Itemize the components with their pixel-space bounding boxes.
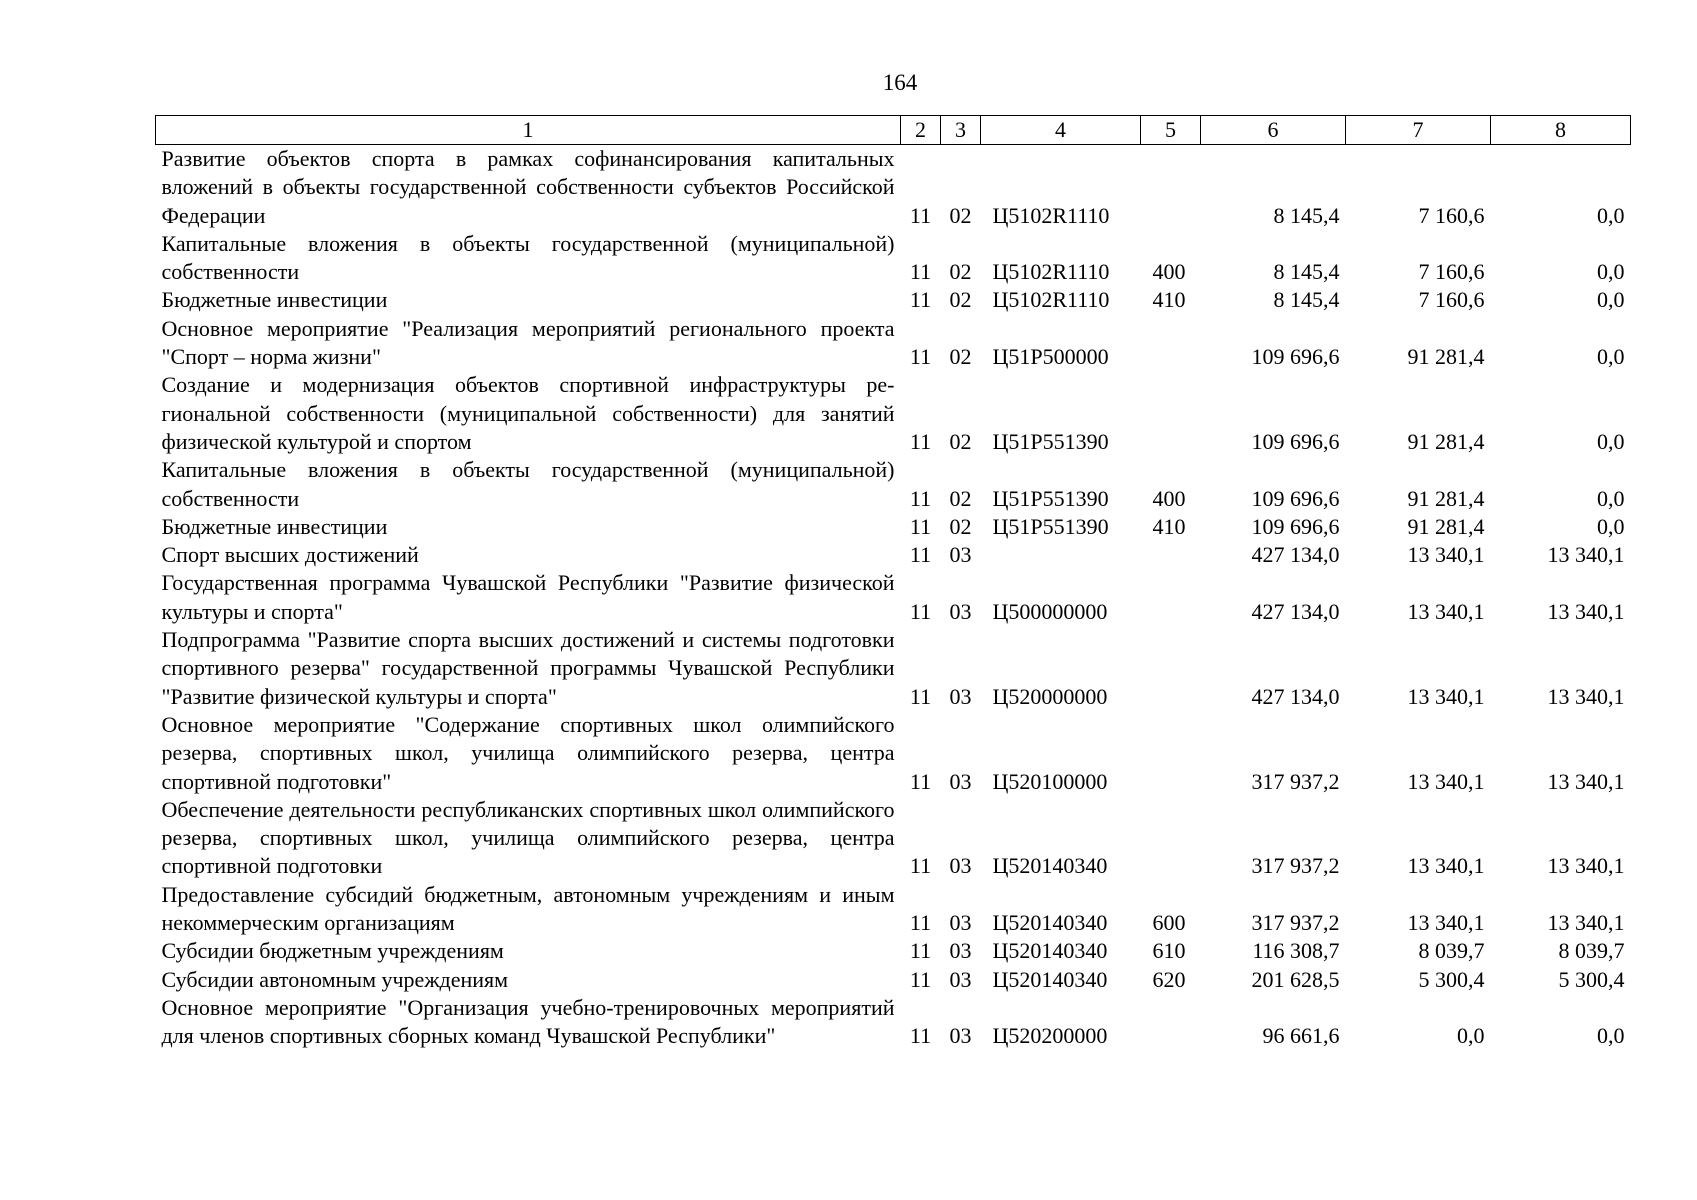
header-row xyxy=(156,116,1631,145)
row-subsection: 03 xyxy=(949,1023,972,1049)
table-row xyxy=(156,711,1631,796)
row-expense-type xyxy=(1141,569,1201,626)
table-row xyxy=(156,796,1631,881)
row-value-8: 0,0 xyxy=(1597,485,1625,511)
row-value-6: 8 145,4 xyxy=(1273,259,1340,285)
page-number: 164 xyxy=(882,70,918,95)
table-row xyxy=(156,541,1631,569)
row-value-8: 13 340,1 xyxy=(1547,768,1625,794)
row-value-8: 13 340,1 xyxy=(1547,542,1625,568)
row-value-8: 13 340,1 xyxy=(1547,910,1625,936)
row-target-code xyxy=(981,541,1141,569)
row-expense-type: 400 xyxy=(1152,485,1186,511)
row-value-6: 427 134,0 xyxy=(1251,542,1340,568)
row-name: Обеспечение деятельности республиканских спортивных школ олимпийского резерва, спортивных школ, училища олимпийского резерва, центра спортивной подготовки xyxy=(161,796,895,879)
row-section: 11 xyxy=(909,485,932,511)
header-col-2: 2 xyxy=(901,116,941,145)
row-target-code: Ц51P551390 xyxy=(992,513,1109,539)
header-col-5: 5 xyxy=(1141,116,1201,145)
row-section: 11 xyxy=(909,202,932,228)
row-section: 11 xyxy=(909,683,932,709)
row-section: 11 xyxy=(909,259,932,285)
row-value-6: 317 937,2 xyxy=(1251,910,1340,936)
row-section: 11 xyxy=(909,910,932,936)
row-subsection: 03 xyxy=(949,938,972,964)
row-name: Развитие объектов спорта в рамках софинансирования капитальных вложений в объекты государственной собственности субъектов Российской Федерации xyxy=(161,146,895,228)
row-name: Спорт высших достижений xyxy=(161,542,419,568)
row-target-code: Ц500000000 xyxy=(992,598,1108,624)
row-value-6: 109 696,6 xyxy=(1251,513,1340,539)
row-target-code: Ц520140340 xyxy=(992,910,1108,936)
row-target-code: Ц520100000 xyxy=(992,768,1108,794)
row-name: Подпрограмма "Развитие спорта высших достижений и системы подготовки спортивного резерва" государственной программы Чувашской Республики "Развитие физической культуры и спорта" xyxy=(161,627,895,709)
row-value-6: 109 696,6 xyxy=(1251,428,1340,454)
row-expense-type xyxy=(1141,145,1201,230)
table-row xyxy=(156,456,1631,513)
row-name: Субсидии автономным учреждениям xyxy=(161,966,509,992)
table-row xyxy=(156,881,1631,938)
row-section: 11 xyxy=(909,853,932,879)
table-row xyxy=(156,145,1631,230)
row-value-6: 317 937,2 xyxy=(1251,768,1340,794)
row-value-8: 13 340,1 xyxy=(1547,853,1625,879)
header-col-8: 8 xyxy=(1491,116,1631,145)
row-section: 11 xyxy=(909,938,932,964)
row-name: Основное мероприятие "Реализация мероприятий регионального проекта "Спорт – норма жизни" xyxy=(161,315,895,370)
row-expense-type: 410 xyxy=(1152,513,1186,539)
row-value-7: 13 340,1 xyxy=(1407,768,1485,794)
row-value-6: 8 145,4 xyxy=(1273,287,1340,313)
row-target-code: Ц5102R1110 xyxy=(992,287,1110,313)
row-value-7: 91 281,4 xyxy=(1407,428,1485,454)
row-section: 11 xyxy=(909,513,932,539)
row-expense-type xyxy=(1141,315,1201,372)
row-expense-type xyxy=(1141,796,1201,881)
row-value-8: 0,0 xyxy=(1597,1023,1625,1049)
table-row xyxy=(156,371,1631,456)
row-target-code: Ц5102R1110 xyxy=(992,259,1110,285)
row-value-8: 0,0 xyxy=(1597,428,1625,454)
table-row xyxy=(156,513,1631,541)
row-name: Бюджетные инвестиции xyxy=(161,287,388,313)
row-value-8: 0,0 xyxy=(1597,259,1625,285)
table-row xyxy=(156,994,1631,1051)
row-expense-type xyxy=(1141,994,1201,1051)
row-target-code: Ц520140340 xyxy=(992,938,1108,964)
row-subsection: 03 xyxy=(949,598,972,624)
row-value-8: 13 340,1 xyxy=(1547,598,1625,624)
row-value-6: 8 145,4 xyxy=(1273,202,1340,228)
row-subsection: 02 xyxy=(949,513,972,539)
row-subsection: 02 xyxy=(949,485,972,511)
row-name: Государственная программа Чувашской Республики "Развитие физической культуры и спорта" xyxy=(161,570,895,624)
row-value-8: 8 039,7 xyxy=(1558,938,1625,964)
row-value-7: 0,0 xyxy=(1457,1023,1485,1049)
row-value-7: 5 300,4 xyxy=(1418,966,1485,992)
row-value-6: 116 308,7 xyxy=(1252,938,1340,964)
row-name: Бюджетные инвестиции xyxy=(161,513,388,539)
header-col-1: 1 xyxy=(156,116,901,145)
row-expense-type: 400 xyxy=(1152,259,1186,285)
row-subsection: 03 xyxy=(949,853,972,879)
row-expense-type: 600 xyxy=(1152,910,1186,936)
row-value-7: 7 160,6 xyxy=(1418,287,1485,313)
row-value-7: 13 340,1 xyxy=(1407,598,1485,624)
row-value-6: 109 696,6 xyxy=(1251,344,1340,370)
header-col-3: 3 xyxy=(941,116,981,145)
row-subsection: 02 xyxy=(949,202,972,228)
row-target-code: Ц51P551390 xyxy=(992,428,1109,454)
row-value-7: 91 281,4 xyxy=(1407,513,1485,539)
table-row xyxy=(156,230,1631,287)
row-target-code: Ц51P551390 xyxy=(992,485,1109,511)
budget-table xyxy=(155,115,1631,1051)
header-col-6: 6 xyxy=(1201,116,1346,145)
row-section: 11 xyxy=(909,428,932,454)
row-value-6: 201 628,5 xyxy=(1251,966,1340,992)
row-expense-type xyxy=(1141,626,1201,711)
row-subsection: 03 xyxy=(949,542,972,568)
row-section: 11 xyxy=(909,344,932,370)
row-section: 11 xyxy=(909,598,932,624)
row-subsection: 03 xyxy=(949,768,972,794)
row-value-6: 96 661,6 xyxy=(1262,1023,1340,1049)
table-row xyxy=(156,626,1631,711)
table-row xyxy=(156,315,1631,372)
row-subsection: 03 xyxy=(949,910,972,936)
row-value-6: 427 134,0 xyxy=(1251,598,1340,624)
row-target-code: Ц520200000 xyxy=(992,1023,1108,1049)
row-target-code: Ц5102R1110 xyxy=(992,202,1110,228)
row-target-code: Ц520140340 xyxy=(992,966,1108,992)
header-col-4: 4 xyxy=(981,116,1141,145)
row-value-6: 109 696,6 xyxy=(1251,485,1340,511)
row-value-7: 13 340,1 xyxy=(1407,853,1485,879)
row-subsection: 02 xyxy=(949,259,972,285)
row-value-7: 91 281,4 xyxy=(1407,344,1485,370)
row-section: 11 xyxy=(909,768,932,794)
row-target-code: Ц520140340 xyxy=(992,853,1108,879)
row-value-7: 8 039,7 xyxy=(1418,938,1485,964)
row-value-7: 7 160,6 xyxy=(1418,202,1485,228)
row-section: 11 xyxy=(909,287,932,313)
row-name: Основное мероприятие "Организация учебно-тренировочных мероприятий для членов спортивных сборных команд Чувашской Республики" xyxy=(161,994,895,1049)
row-value-8: 13 340,1 xyxy=(1547,683,1625,709)
row-name: Предоставление субсидий бюджетным, автономным учреждениям и иным некоммерческим организациям xyxy=(161,881,895,936)
row-value-7: 7 160,6 xyxy=(1418,259,1485,285)
row-subsection: 03 xyxy=(949,683,972,709)
table-row xyxy=(156,569,1631,626)
row-name: Создание и модернизация объектов спортивной инфраструктуры региональной собственности (муниципальной собственности) для занятий физической культурой и спортом xyxy=(161,372,895,454)
row-expense-type xyxy=(1141,371,1201,456)
row-expense-type xyxy=(1141,711,1201,796)
row-name: Основное мероприятие "Содержание спортивных школ олимпийского резерва, спортивных школ, училища олимпийского резерва, центра спортивной подготовки" xyxy=(161,711,895,794)
row-name: Капитальные вложения в объекты государственной (муниципальной) собственности xyxy=(161,230,895,285)
row-section: 11 xyxy=(909,542,932,568)
row-section: 11 xyxy=(909,1023,932,1049)
table-body xyxy=(156,145,1631,1051)
row-subsection: 02 xyxy=(949,287,972,313)
row-subsection: 02 xyxy=(949,344,972,370)
row-value-8: 0,0 xyxy=(1597,344,1625,370)
row-value-8: 0,0 xyxy=(1597,202,1625,228)
row-name: Субсидии бюджетным учреждениям xyxy=(161,938,504,964)
row-value-7: 13 340,1 xyxy=(1407,910,1485,936)
table-row xyxy=(156,286,1631,314)
row-target-code: Ц520000000 xyxy=(992,683,1108,709)
row-expense-type: 620 xyxy=(1152,966,1186,992)
row-value-8: 0,0 xyxy=(1597,513,1625,539)
row-subsection: 02 xyxy=(949,428,972,454)
table-row xyxy=(156,966,1631,994)
row-expense-type: 610 xyxy=(1152,938,1186,964)
row-expense-type xyxy=(1141,541,1201,569)
header-col-7: 7 xyxy=(1346,116,1491,145)
row-expense-type: 410 xyxy=(1152,287,1186,313)
row-value-7: 91 281,4 xyxy=(1407,485,1485,511)
row-value-6: 427 134,0 xyxy=(1251,683,1340,709)
row-target-code: Ц51P500000 xyxy=(992,344,1109,370)
row-value-6: 317 937,2 xyxy=(1251,853,1340,879)
row-value-8: 0,0 xyxy=(1597,287,1625,313)
row-value-7: 13 340,1 xyxy=(1407,683,1485,709)
row-section: 11 xyxy=(909,966,932,992)
row-subsection: 03 xyxy=(949,966,972,992)
row-value-7: 13 340,1 xyxy=(1407,542,1485,568)
row-name: Капитальные вложения в объекты государственной (муниципальной) собственности xyxy=(161,457,895,511)
table-row xyxy=(156,937,1631,965)
row-value-8: 5 300,4 xyxy=(1558,966,1625,992)
